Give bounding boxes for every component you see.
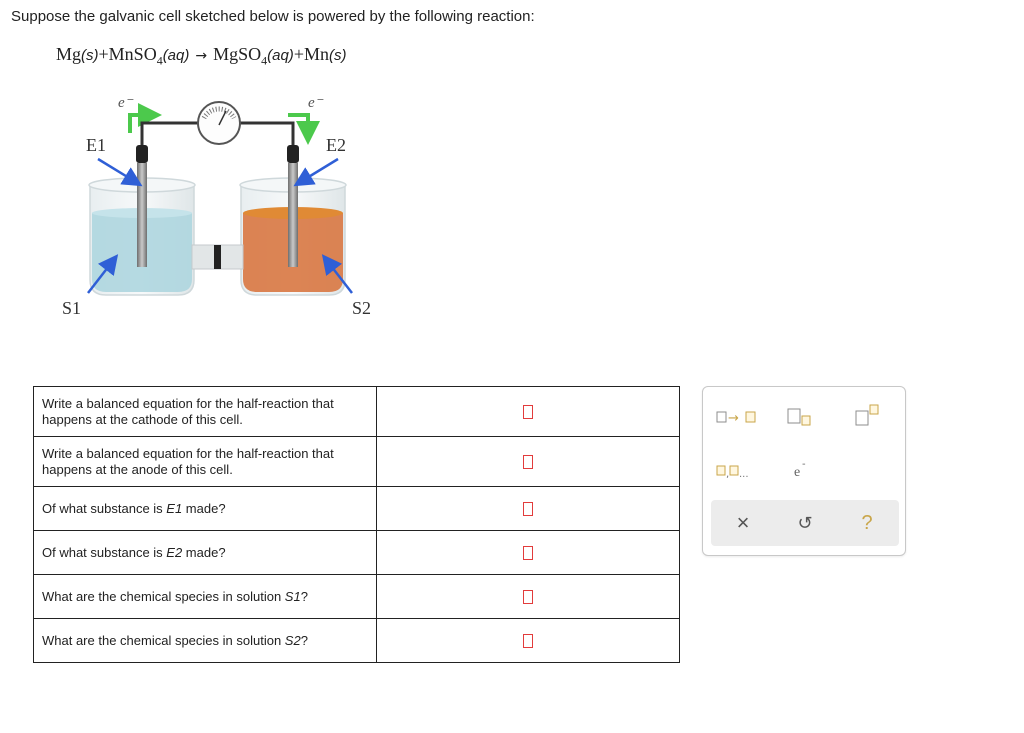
question-s2: What are the chemical species in solution S2?	[34, 619, 377, 663]
electron-charge: -	[802, 459, 806, 470]
answer-input-anode[interactable]	[523, 455, 533, 469]
solution-label-s2: S2	[352, 298, 372, 318]
input-palette	[702, 386, 906, 556]
reactant2-subscript: 4	[156, 53, 163, 68]
salt-bridge	[192, 245, 243, 269]
answer-cell-e1[interactable]	[377, 487, 680, 531]
product2: Mn	[303, 44, 329, 64]
question-cathode: Write a balanced equation for the half-reaction that happens at the cathode of this cell.	[34, 387, 377, 437]
reaction-arrow-symbol: →	[728, 411, 739, 425]
answer-input-s2[interactable]	[523, 634, 533, 648]
electrode-e1	[136, 145, 148, 267]
pointer-arrow-e1	[98, 159, 134, 181]
question-e1: Of what substance is E1 made?	[34, 487, 377, 531]
electron-symbol: e	[794, 465, 801, 480]
reactant2: MnSO	[108, 44, 157, 64]
reaction-arrow-button[interactable]	[715, 409, 761, 425]
plus-sign: +	[98, 44, 109, 64]
list-ellipsis: ...	[739, 469, 749, 479]
answer-cell-s2[interactable]	[377, 619, 680, 663]
electrode-label-e2: E2	[326, 135, 346, 155]
electrode-label-e1: E1	[86, 135, 106, 155]
answer-cell-cathode[interactable]	[377, 387, 680, 437]
galvanic-cell-diagram	[50, 85, 390, 325]
reaction-equation	[56, 44, 346, 69]
reaction-arrow: →	[195, 48, 208, 64]
undo-icon: ↺	[797, 512, 813, 534]
answer-cell-anode[interactable]	[377, 437, 680, 487]
plus-sign: +	[293, 44, 304, 64]
product1-subscript: 4	[261, 53, 268, 68]
pointer-arrow-e2	[302, 159, 338, 181]
electrode-e2	[287, 145, 299, 267]
table-row	[34, 575, 680, 619]
table-row	[34, 437, 680, 487]
table-row	[34, 619, 680, 663]
table-row	[34, 487, 680, 531]
answer-input-cathode[interactable]	[523, 405, 533, 419]
electron-button[interactable]	[791, 459, 811, 481]
list-button[interactable]	[715, 463, 765, 479]
product1-state: (aq)	[267, 47, 294, 64]
answer-input-e2[interactable]	[523, 546, 533, 560]
table-row	[34, 531, 680, 575]
table-row	[34, 387, 680, 437]
solution-label-s1: S1	[62, 298, 82, 318]
reactant1: Mg	[56, 44, 82, 64]
electron-label-left: e⁻	[118, 95, 133, 111]
undo-button[interactable]	[775, 500, 835, 546]
question-s1: What are the chemical species in solution S1?	[34, 575, 377, 619]
reactant2-state: (aq)	[162, 47, 190, 64]
superscript-button[interactable]	[853, 403, 887, 427]
svg-text:,: ,	[726, 469, 730, 479]
help-icon: ?	[861, 511, 873, 534]
question-prompt: Suppose the galvanic cell sketched below is powered by the following reaction:	[11, 8, 535, 25]
help-button[interactable]	[837, 500, 897, 546]
subscript-button[interactable]	[786, 407, 820, 427]
question-e2: Of what substance is E2 made?	[34, 531, 377, 575]
answer-input-e1[interactable]	[523, 502, 533, 516]
answer-cell-s1[interactable]	[377, 575, 680, 619]
palette-tools	[711, 500, 899, 546]
product1: MgSO	[213, 44, 262, 64]
question-table	[33, 386, 680, 663]
answer-input-s1[interactable]	[523, 590, 533, 604]
question-anode: Write a balanced equation for the half-reaction that happens at the anode of this cell.	[34, 437, 377, 487]
electron-label-right: e⁻	[308, 95, 323, 111]
close-icon: ×	[736, 510, 750, 535]
reactant1-state: (s)	[81, 47, 99, 64]
answer-cell-e2[interactable]	[377, 531, 680, 575]
voltmeter-icon	[198, 102, 240, 144]
product2-state: (s)	[328, 47, 347, 64]
clear-button[interactable]	[713, 500, 773, 546]
